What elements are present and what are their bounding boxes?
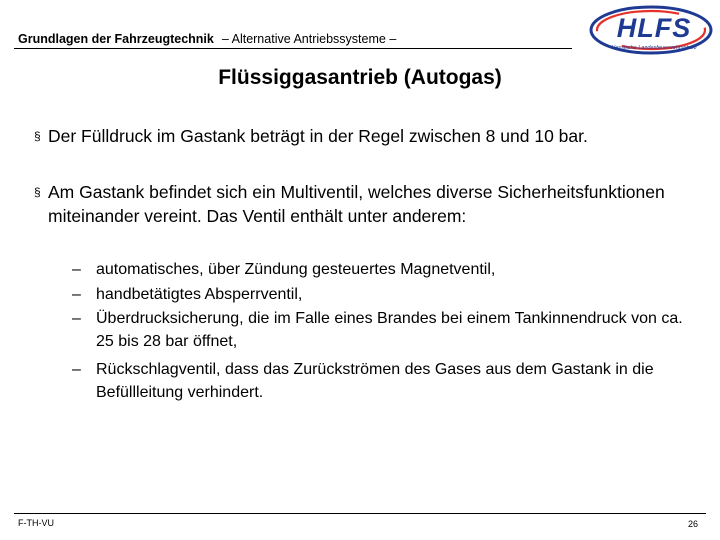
course-title: Grundlagen der Fahrzeugtechnik [18,32,214,46]
header-divider [14,48,572,49]
footer-divider [14,513,706,514]
bullet-item [34,180,694,228]
bullet-marker: § [34,185,41,199]
sub-item [72,307,692,353]
page-number: 26 [687,519,698,529]
header-title [18,32,396,46]
course-subtitle: – Alternative Antriebssysteme – [221,32,397,46]
sub-item-text: Überdrucksicherung, die im Falle eines Brandes bei einem Tankinnendruck von ca. 25 bis 28 bar öffnet, [96,310,683,350]
bullet-text: Am Gastank befindet sich ein Multiventil, welches diverse Sicherheitsfunktionen miteinander vereint. Das Ventil enthält unter anderem: [48,182,665,226]
logo-wordmark: HLFS [616,13,692,43]
sub-item-text: handbetätigtes Absperrventil, [96,286,303,303]
sub-item-text: Rückschlagventil, dass das Zurückströmen des Gases aus dem Gastank in die Befüllleitung verhindert. [96,361,654,401]
bullet-marker: § [34,129,41,143]
dash-marker: – [72,361,81,378]
bullet-text: Der Fülldruck im Gastank beträgt in der Regel zwischen 8 und 10 bar. [48,126,588,146]
dash-marker: – [72,261,81,278]
footer-code: F-TH-VU [18,518,54,528]
sub-item-text: automatisches, über Zündung gesteuertes Magnetventil, [96,261,496,278]
hlfs-logo [588,4,714,56]
sub-item [72,358,692,404]
dash-marker: – [72,286,81,303]
bullet-item [34,124,694,148]
sub-item [72,283,692,306]
logo-tagline: Hessische Landesfeuerwehrschule [611,45,697,51]
sub-item [72,258,692,281]
slide-title: Flüssiggasantrieb (Autogas) [218,66,502,89]
dash-marker: – [72,310,81,327]
